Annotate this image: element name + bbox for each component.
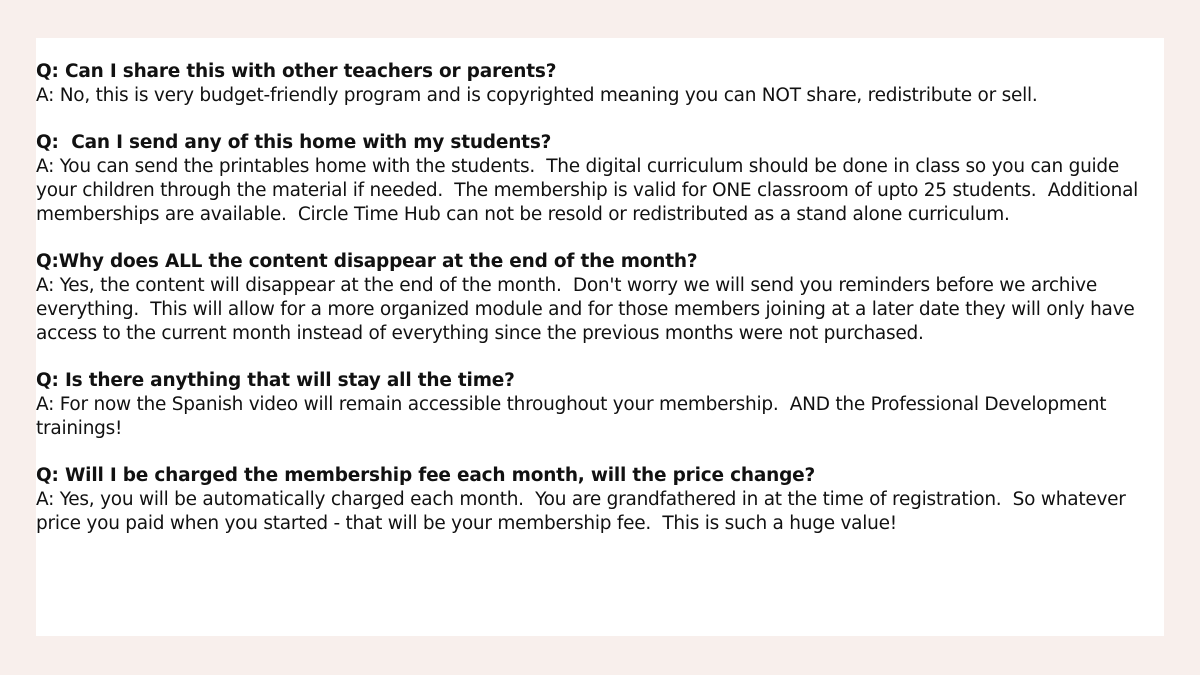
faq-answer: A: For now the Spanish video will remain accessible throughout your membership. AND the Professional Development trainings! — [36, 394, 1112, 439]
faq-answer: A: Yes, the content will disappear at the end of the month. Don't worry we will send you reminders before we archive everything. This will allow for a more organized module and for those members joining at a later date they will only have access to the current month instead of everything since the previous months were not purchased. — [36, 275, 1141, 344]
faq-item — [36, 464, 1164, 536]
faq-answer: A: You can send the printables home with the students. The digital curriculum should be done in class so you can guide your children through the material if needed. The membership is valid for ONE classroom of upto 25 students. Additional memberships are available. Circle Time Hub can not be resold or redistributed as a stand alone curriculum. — [36, 156, 1144, 225]
faq-question: Q: Can I share this with other teachers or parents? — [36, 61, 557, 82]
faq-question: Q:Why does ALL the content disappear at the end of the month? — [36, 251, 698, 272]
faq-item — [36, 131, 1164, 227]
faq-item — [36, 250, 1164, 346]
faq-question: Q: Will I be charged the membership fee each month, will the price change? — [36, 465, 815, 486]
faq-list — [36, 60, 1164, 536]
faq-item — [36, 369, 1164, 441]
faq-question: Q: Can I send any of this home with my students? — [36, 132, 552, 153]
faq-answer: A: Yes, you will be automatically charged each month. You are grandfathered in at the time of registration. So whatever price you paid when you started - that will be your membership fee. This is such a huge value! — [36, 489, 1132, 534]
faq-answer: A: No, this is very budget-friendly program and is copyrighted meaning you can NOT share, redistribute or sell. — [36, 85, 1038, 106]
faq-item — [36, 60, 1164, 108]
faq-card — [36, 38, 1164, 636]
faq-question: Q: Is there anything that will stay all the time? — [36, 370, 515, 391]
